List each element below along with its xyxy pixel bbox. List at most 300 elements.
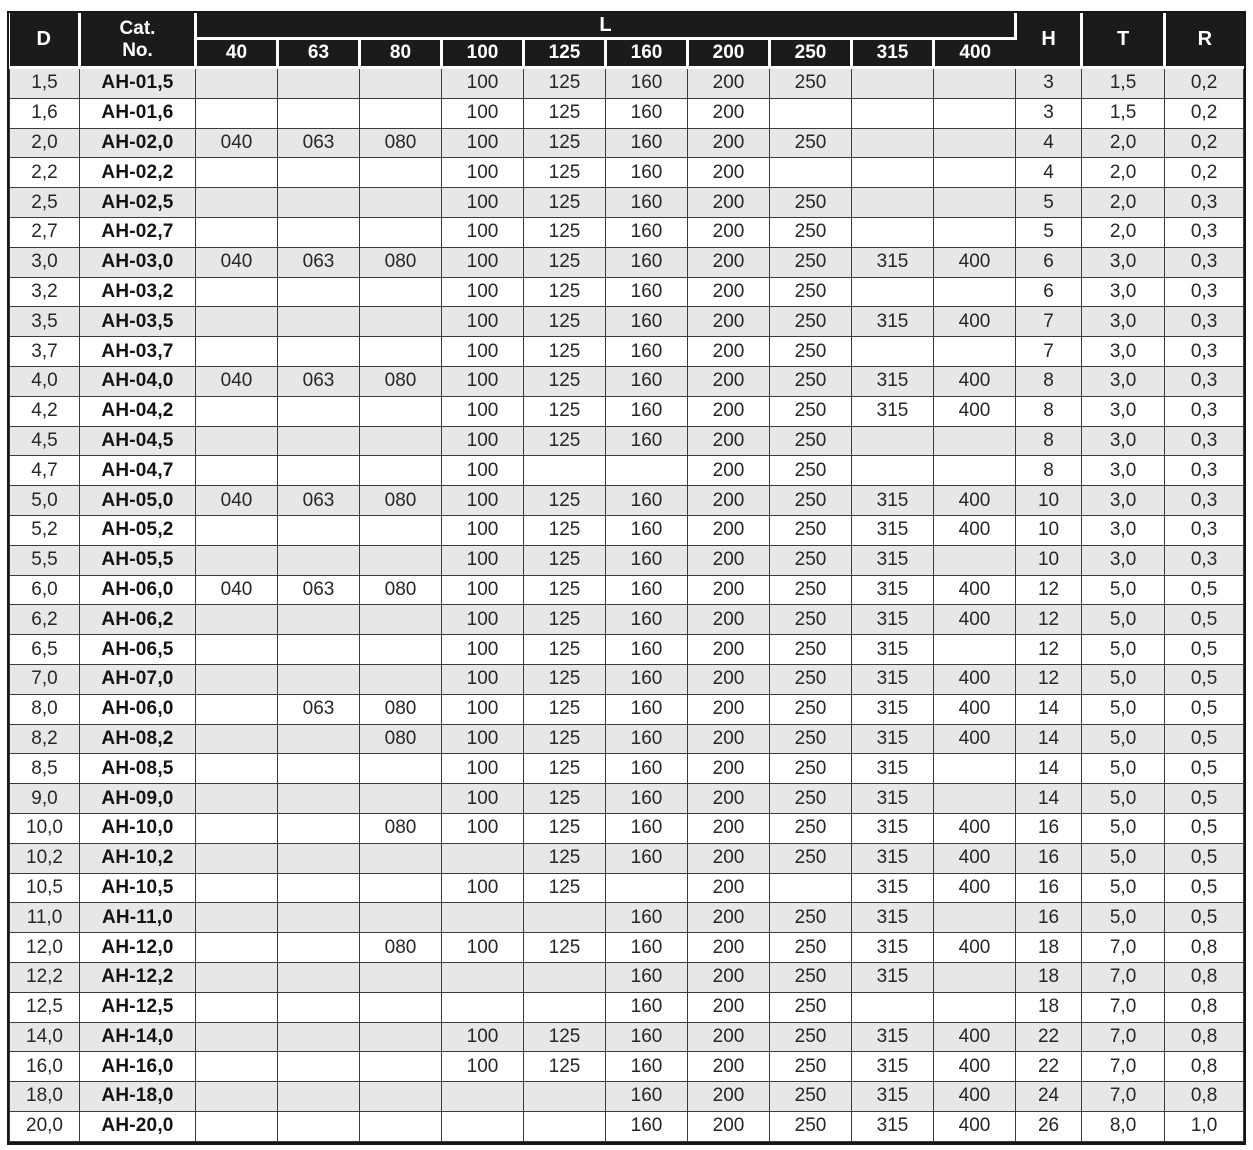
cell-l-315: 315 bbox=[852, 515, 934, 545]
cell-l-80 bbox=[360, 784, 442, 814]
cell-l-315: 315 bbox=[852, 575, 934, 605]
cat-label-line1: Cat. bbox=[119, 17, 156, 39]
cell-l-315 bbox=[852, 426, 934, 456]
cell-l-125: 125 bbox=[524, 277, 606, 307]
column-header-l-63: 63 bbox=[278, 39, 360, 68]
cell-l-100: 100 bbox=[442, 128, 524, 158]
cell-l-400 bbox=[934, 962, 1016, 992]
cell-l-40 bbox=[196, 873, 278, 903]
cell-l-40 bbox=[196, 1052, 278, 1082]
cell-l-315: 315 bbox=[852, 784, 934, 814]
cell-l-315: 315 bbox=[852, 307, 934, 337]
cell-l-400: 400 bbox=[934, 515, 1016, 545]
cell-l-200: 200 bbox=[688, 456, 770, 486]
cell-cat-no: AH-10,5 bbox=[80, 873, 196, 903]
cell-l-315 bbox=[852, 158, 934, 188]
cell-l-315: 315 bbox=[852, 1022, 934, 1052]
cell-d: 2,7 bbox=[10, 217, 80, 247]
cell-r: 0,5 bbox=[1165, 605, 1244, 635]
cell-l-250: 250 bbox=[770, 486, 852, 516]
cell-d: 9,0 bbox=[10, 784, 80, 814]
column-header-cat-no bbox=[80, 13, 196, 68]
cell-cat-no: AH-04,5 bbox=[80, 426, 196, 456]
cell-cat-no: AH-09,0 bbox=[80, 784, 196, 814]
cell-d: 18,0 bbox=[10, 1082, 80, 1112]
cell-l-63 bbox=[278, 933, 360, 963]
cell-l-250: 250 bbox=[770, 605, 852, 635]
cell-h: 16 bbox=[1016, 873, 1082, 903]
cell-l-315 bbox=[852, 456, 934, 486]
cell-t: 3,0 bbox=[1082, 307, 1165, 337]
column-header-l-250: 250 bbox=[770, 39, 852, 68]
cell-l-100: 100 bbox=[442, 873, 524, 903]
cell-l-400: 400 bbox=[934, 933, 1016, 963]
cell-d: 16,0 bbox=[10, 1052, 80, 1082]
cell-l-160: 160 bbox=[606, 933, 688, 963]
cell-l-63 bbox=[278, 426, 360, 456]
cell-r: 0,8 bbox=[1165, 992, 1244, 1022]
column-header-t: T bbox=[1082, 13, 1165, 68]
cell-l-40: 040 bbox=[196, 575, 278, 605]
cell-l-100: 100 bbox=[442, 813, 524, 843]
cell-l-400 bbox=[934, 545, 1016, 575]
cell-l-63: 063 bbox=[278, 486, 360, 516]
cell-cat-no: AH-18,0 bbox=[80, 1082, 196, 1112]
cell-l-160 bbox=[606, 873, 688, 903]
column-header-r: R bbox=[1165, 13, 1244, 68]
table-row bbox=[10, 694, 1244, 724]
table-row bbox=[10, 724, 1244, 754]
cell-cat-no: AH-14,0 bbox=[80, 1022, 196, 1052]
cell-r: 0,3 bbox=[1165, 277, 1244, 307]
cell-l-400: 400 bbox=[934, 724, 1016, 754]
cell-l-400 bbox=[934, 128, 1016, 158]
cell-l-40: 040 bbox=[196, 247, 278, 277]
cell-l-160: 160 bbox=[606, 575, 688, 605]
cell-d: 7,0 bbox=[10, 664, 80, 694]
cell-l-100 bbox=[442, 903, 524, 933]
table-row bbox=[10, 1022, 1244, 1052]
cell-t: 3,0 bbox=[1082, 545, 1165, 575]
cell-l-63 bbox=[278, 635, 360, 665]
table-row bbox=[10, 903, 1244, 933]
cell-l-400 bbox=[934, 784, 1016, 814]
cell-l-80 bbox=[360, 1052, 442, 1082]
cell-l-160: 160 bbox=[606, 754, 688, 784]
cell-t: 8,0 bbox=[1082, 1111, 1165, 1141]
cell-l-63 bbox=[278, 813, 360, 843]
cell-l-100: 100 bbox=[442, 98, 524, 128]
cell-l-80 bbox=[360, 754, 442, 784]
cell-h: 14 bbox=[1016, 694, 1082, 724]
cell-r: 0,5 bbox=[1165, 575, 1244, 605]
cell-h: 18 bbox=[1016, 933, 1082, 963]
cell-l-250: 250 bbox=[770, 784, 852, 814]
table-row bbox=[10, 188, 1244, 218]
cell-l-400 bbox=[934, 217, 1016, 247]
cell-l-315: 315 bbox=[852, 724, 934, 754]
cell-l-250: 250 bbox=[770, 962, 852, 992]
cell-h: 12 bbox=[1016, 605, 1082, 635]
cell-l-250: 250 bbox=[770, 68, 852, 99]
cell-l-100: 100 bbox=[442, 515, 524, 545]
cell-l-400: 400 bbox=[934, 575, 1016, 605]
cell-l-400: 400 bbox=[934, 843, 1016, 873]
cell-t: 2,0 bbox=[1082, 158, 1165, 188]
cell-l-250: 250 bbox=[770, 515, 852, 545]
cell-h: 10 bbox=[1016, 486, 1082, 516]
cell-l-125: 125 bbox=[524, 396, 606, 426]
cell-l-125: 125 bbox=[524, 217, 606, 247]
cell-h: 18 bbox=[1016, 962, 1082, 992]
cell-l-80 bbox=[360, 277, 442, 307]
cell-d: 5,2 bbox=[10, 515, 80, 545]
cell-l-63 bbox=[278, 992, 360, 1022]
cell-l-315 bbox=[852, 128, 934, 158]
cell-l-40 bbox=[196, 456, 278, 486]
table-row bbox=[10, 486, 1244, 516]
cell-l-315: 315 bbox=[852, 486, 934, 516]
cell-l-250: 250 bbox=[770, 575, 852, 605]
cell-r: 0,8 bbox=[1165, 933, 1244, 963]
cell-r: 0,3 bbox=[1165, 188, 1244, 218]
cell-l-100: 100 bbox=[442, 784, 524, 814]
cell-l-63 bbox=[278, 843, 360, 873]
cell-l-80: 080 bbox=[360, 575, 442, 605]
cell-t: 3,0 bbox=[1082, 337, 1165, 367]
cell-l-400: 400 bbox=[934, 1082, 1016, 1112]
cell-h: 7 bbox=[1016, 337, 1082, 367]
cell-l-400 bbox=[934, 68, 1016, 99]
cell-l-125: 125 bbox=[524, 1022, 606, 1052]
cell-l-80: 080 bbox=[360, 933, 442, 963]
cell-l-160: 160 bbox=[606, 247, 688, 277]
cell-t: 5,0 bbox=[1082, 724, 1165, 754]
table-row bbox=[10, 605, 1244, 635]
cell-l-40 bbox=[196, 1022, 278, 1052]
cell-l-40 bbox=[196, 307, 278, 337]
cell-l-125: 125 bbox=[524, 307, 606, 337]
cell-l-200: 200 bbox=[688, 98, 770, 128]
cell-l-125: 125 bbox=[524, 486, 606, 516]
cell-l-200: 200 bbox=[688, 188, 770, 218]
cell-l-400: 400 bbox=[934, 366, 1016, 396]
cell-l-63: 063 bbox=[278, 247, 360, 277]
cell-l-315: 315 bbox=[852, 635, 934, 665]
cell-l-200: 200 bbox=[688, 784, 770, 814]
cell-h: 5 bbox=[1016, 188, 1082, 218]
cell-l-100: 100 bbox=[442, 754, 524, 784]
cell-h: 16 bbox=[1016, 843, 1082, 873]
cell-l-80 bbox=[360, 962, 442, 992]
cell-h: 18 bbox=[1016, 992, 1082, 1022]
cell-l-40: 040 bbox=[196, 486, 278, 516]
cell-l-200: 200 bbox=[688, 426, 770, 456]
cell-d: 6,0 bbox=[10, 575, 80, 605]
cell-h: 10 bbox=[1016, 515, 1082, 545]
cell-r: 0,5 bbox=[1165, 724, 1244, 754]
table-row bbox=[10, 396, 1244, 426]
cell-l-200: 200 bbox=[688, 277, 770, 307]
table-row bbox=[10, 664, 1244, 694]
cell-l-200: 200 bbox=[688, 933, 770, 963]
cell-l-63: 063 bbox=[278, 366, 360, 396]
cell-l-200: 200 bbox=[688, 1082, 770, 1112]
cell-cat-no: AH-07,0 bbox=[80, 664, 196, 694]
dimension-table-wrapper bbox=[7, 11, 1246, 1145]
table-row bbox=[10, 217, 1244, 247]
cell-h: 4 bbox=[1016, 128, 1082, 158]
cell-l-100: 100 bbox=[442, 337, 524, 367]
table-row bbox=[10, 1082, 1244, 1112]
cell-r: 0,3 bbox=[1165, 456, 1244, 486]
cell-r: 0,5 bbox=[1165, 873, 1244, 903]
cell-h: 12 bbox=[1016, 635, 1082, 665]
cell-l-63: 063 bbox=[278, 575, 360, 605]
cell-l-80: 080 bbox=[360, 366, 442, 396]
cell-l-160: 160 bbox=[606, 277, 688, 307]
column-header-l-40: 40 bbox=[196, 39, 278, 68]
cell-l-40 bbox=[196, 98, 278, 128]
cell-h: 8 bbox=[1016, 396, 1082, 426]
cell-l-160: 160 bbox=[606, 98, 688, 128]
cell-l-125: 125 bbox=[524, 605, 606, 635]
cell-cat-no: AH-06,0 bbox=[80, 575, 196, 605]
cell-d: 1,6 bbox=[10, 98, 80, 128]
cell-cat-no: AH-03,7 bbox=[80, 337, 196, 367]
table-row bbox=[10, 933, 1244, 963]
cell-l-315 bbox=[852, 217, 934, 247]
cell-l-40 bbox=[196, 1082, 278, 1112]
cell-l-125: 125 bbox=[524, 575, 606, 605]
cell-l-400: 400 bbox=[934, 694, 1016, 724]
cell-l-160: 160 bbox=[606, 515, 688, 545]
cell-l-80: 080 bbox=[360, 247, 442, 277]
cell-l-40 bbox=[196, 664, 278, 694]
cell-l-250: 250 bbox=[770, 694, 852, 724]
table-row bbox=[10, 426, 1244, 456]
cell-l-400: 400 bbox=[934, 1022, 1016, 1052]
cell-l-160: 160 bbox=[606, 843, 688, 873]
cell-l-160: 160 bbox=[606, 366, 688, 396]
cell-l-63 bbox=[278, 664, 360, 694]
cell-t: 5,0 bbox=[1082, 754, 1165, 784]
cell-l-40 bbox=[196, 515, 278, 545]
cell-cat-no: AH-02,7 bbox=[80, 217, 196, 247]
cell-l-125: 125 bbox=[524, 426, 606, 456]
cell-l-80 bbox=[360, 605, 442, 635]
cell-l-100 bbox=[442, 1111, 524, 1141]
cell-cat-no: AH-02,5 bbox=[80, 188, 196, 218]
table-row bbox=[10, 575, 1244, 605]
cell-l-125: 125 bbox=[524, 158, 606, 188]
cell-cat-no: AH-11,0 bbox=[80, 903, 196, 933]
cell-l-40 bbox=[196, 724, 278, 754]
cell-r: 0,3 bbox=[1165, 217, 1244, 247]
cell-l-40 bbox=[196, 605, 278, 635]
cell-l-315 bbox=[852, 337, 934, 367]
cell-r: 1,0 bbox=[1165, 1111, 1244, 1141]
cell-l-250: 250 bbox=[770, 1111, 852, 1141]
cell-l-125: 125 bbox=[524, 337, 606, 367]
cell-l-63 bbox=[278, 68, 360, 99]
cell-l-250: 250 bbox=[770, 426, 852, 456]
cell-l-80 bbox=[360, 68, 442, 99]
cell-cat-no: AH-10,2 bbox=[80, 843, 196, 873]
cell-l-80 bbox=[360, 664, 442, 694]
cell-l-200: 200 bbox=[688, 575, 770, 605]
cell-t: 3,0 bbox=[1082, 366, 1165, 396]
cell-l-40 bbox=[196, 1111, 278, 1141]
cell-l-315 bbox=[852, 277, 934, 307]
cell-l-160: 160 bbox=[606, 396, 688, 426]
cat-label-line2: No. bbox=[122, 39, 153, 61]
table-row bbox=[10, 277, 1244, 307]
cell-l-200: 200 bbox=[688, 635, 770, 665]
cell-l-125 bbox=[524, 992, 606, 1022]
table-header bbox=[10, 13, 1244, 68]
cell-l-200: 200 bbox=[688, 605, 770, 635]
cell-l-40 bbox=[196, 277, 278, 307]
cell-t: 3,0 bbox=[1082, 396, 1165, 426]
cell-l-80 bbox=[360, 545, 442, 575]
cell-l-125: 125 bbox=[524, 694, 606, 724]
column-header-l: L bbox=[196, 13, 1016, 39]
cell-l-160: 160 bbox=[606, 1052, 688, 1082]
cell-l-160: 160 bbox=[606, 426, 688, 456]
cell-cat-no: AH-05,2 bbox=[80, 515, 196, 545]
cell-d: 10,0 bbox=[10, 813, 80, 843]
cell-l-400 bbox=[934, 188, 1016, 218]
cell-l-100: 100 bbox=[442, 307, 524, 337]
cell-h: 4 bbox=[1016, 158, 1082, 188]
cell-l-200: 200 bbox=[688, 486, 770, 516]
cell-l-80: 080 bbox=[360, 813, 442, 843]
cell-l-80 bbox=[360, 1022, 442, 1052]
cell-l-250: 250 bbox=[770, 754, 852, 784]
cell-l-63 bbox=[278, 456, 360, 486]
cell-t: 5,0 bbox=[1082, 664, 1165, 694]
cell-l-125: 125 bbox=[524, 1052, 606, 1082]
cell-l-200: 200 bbox=[688, 337, 770, 367]
cell-l-80 bbox=[360, 843, 442, 873]
cell-r: 0,2 bbox=[1165, 68, 1244, 99]
cell-d: 4,7 bbox=[10, 456, 80, 486]
cell-l-250: 250 bbox=[770, 456, 852, 486]
cell-l-80: 080 bbox=[360, 486, 442, 516]
cell-l-63 bbox=[278, 188, 360, 218]
cell-cat-no: AH-08,5 bbox=[80, 754, 196, 784]
table-row bbox=[10, 128, 1244, 158]
cell-l-160: 160 bbox=[606, 486, 688, 516]
cell-l-200: 200 bbox=[688, 813, 770, 843]
cell-l-400: 400 bbox=[934, 664, 1016, 694]
cell-r: 0,2 bbox=[1165, 128, 1244, 158]
cell-l-125: 125 bbox=[524, 68, 606, 99]
cell-l-40 bbox=[196, 784, 278, 814]
cell-cat-no: AH-03,0 bbox=[80, 247, 196, 277]
cell-d: 4,5 bbox=[10, 426, 80, 456]
cell-cat-no: AH-12,5 bbox=[80, 992, 196, 1022]
cell-t: 3,0 bbox=[1082, 456, 1165, 486]
cell-l-100: 100 bbox=[442, 694, 524, 724]
cell-h: 12 bbox=[1016, 664, 1082, 694]
cell-r: 0,5 bbox=[1165, 694, 1244, 724]
cell-d: 5,0 bbox=[10, 486, 80, 516]
cell-t: 1,5 bbox=[1082, 68, 1165, 99]
cell-r: 0,3 bbox=[1165, 337, 1244, 367]
table-row bbox=[10, 68, 1244, 99]
cell-r: 0,3 bbox=[1165, 396, 1244, 426]
cell-l-400 bbox=[934, 903, 1016, 933]
cell-l-200: 200 bbox=[688, 903, 770, 933]
cell-d: 8,5 bbox=[10, 754, 80, 784]
cell-l-160: 160 bbox=[606, 1111, 688, 1141]
cell-t: 2,0 bbox=[1082, 128, 1165, 158]
cell-l-40 bbox=[196, 962, 278, 992]
cell-l-250: 250 bbox=[770, 247, 852, 277]
cell-h: 8 bbox=[1016, 366, 1082, 396]
cell-l-160: 160 bbox=[606, 784, 688, 814]
cell-l-200: 200 bbox=[688, 247, 770, 277]
cell-l-400 bbox=[934, 426, 1016, 456]
cell-l-40 bbox=[196, 545, 278, 575]
cell-l-100 bbox=[442, 962, 524, 992]
cell-l-250: 250 bbox=[770, 724, 852, 754]
cell-l-63 bbox=[278, 1022, 360, 1052]
table-row bbox=[10, 158, 1244, 188]
cell-d: 10,2 bbox=[10, 843, 80, 873]
cell-l-200: 200 bbox=[688, 545, 770, 575]
cell-h: 8 bbox=[1016, 456, 1082, 486]
cell-r: 0,8 bbox=[1165, 1052, 1244, 1082]
cell-l-63 bbox=[278, 962, 360, 992]
cell-t: 3,0 bbox=[1082, 515, 1165, 545]
cell-l-250: 250 bbox=[770, 188, 852, 218]
cell-l-200: 200 bbox=[688, 217, 770, 247]
cell-l-160: 160 bbox=[606, 813, 688, 843]
cell-l-63 bbox=[278, 724, 360, 754]
cell-l-125: 125 bbox=[524, 754, 606, 784]
cell-t: 5,0 bbox=[1082, 903, 1165, 933]
cell-l-200: 200 bbox=[688, 1022, 770, 1052]
cell-l-100: 100 bbox=[442, 68, 524, 99]
cell-l-400: 400 bbox=[934, 1111, 1016, 1141]
cell-h: 6 bbox=[1016, 277, 1082, 307]
cell-l-63 bbox=[278, 1082, 360, 1112]
cell-l-315 bbox=[852, 992, 934, 1022]
cell-cat-no: AH-06,5 bbox=[80, 635, 196, 665]
cell-h: 16 bbox=[1016, 903, 1082, 933]
cell-r: 0,2 bbox=[1165, 158, 1244, 188]
cell-h: 22 bbox=[1016, 1022, 1082, 1052]
cell-l-63 bbox=[278, 605, 360, 635]
cell-cat-no: AH-03,5 bbox=[80, 307, 196, 337]
cell-t: 5,0 bbox=[1082, 575, 1165, 605]
cell-l-80 bbox=[360, 188, 442, 218]
cell-l-63 bbox=[278, 1052, 360, 1082]
cell-l-100: 100 bbox=[442, 456, 524, 486]
cell-cat-no: AH-05,0 bbox=[80, 486, 196, 516]
cell-t: 2,0 bbox=[1082, 217, 1165, 247]
cell-h: 26 bbox=[1016, 1111, 1082, 1141]
cell-l-63 bbox=[278, 545, 360, 575]
column-header-l-80: 80 bbox=[360, 39, 442, 68]
cell-d: 12,5 bbox=[10, 992, 80, 1022]
cell-l-160: 160 bbox=[606, 635, 688, 665]
cell-l-400 bbox=[934, 158, 1016, 188]
cell-l-315: 315 bbox=[852, 1111, 934, 1141]
